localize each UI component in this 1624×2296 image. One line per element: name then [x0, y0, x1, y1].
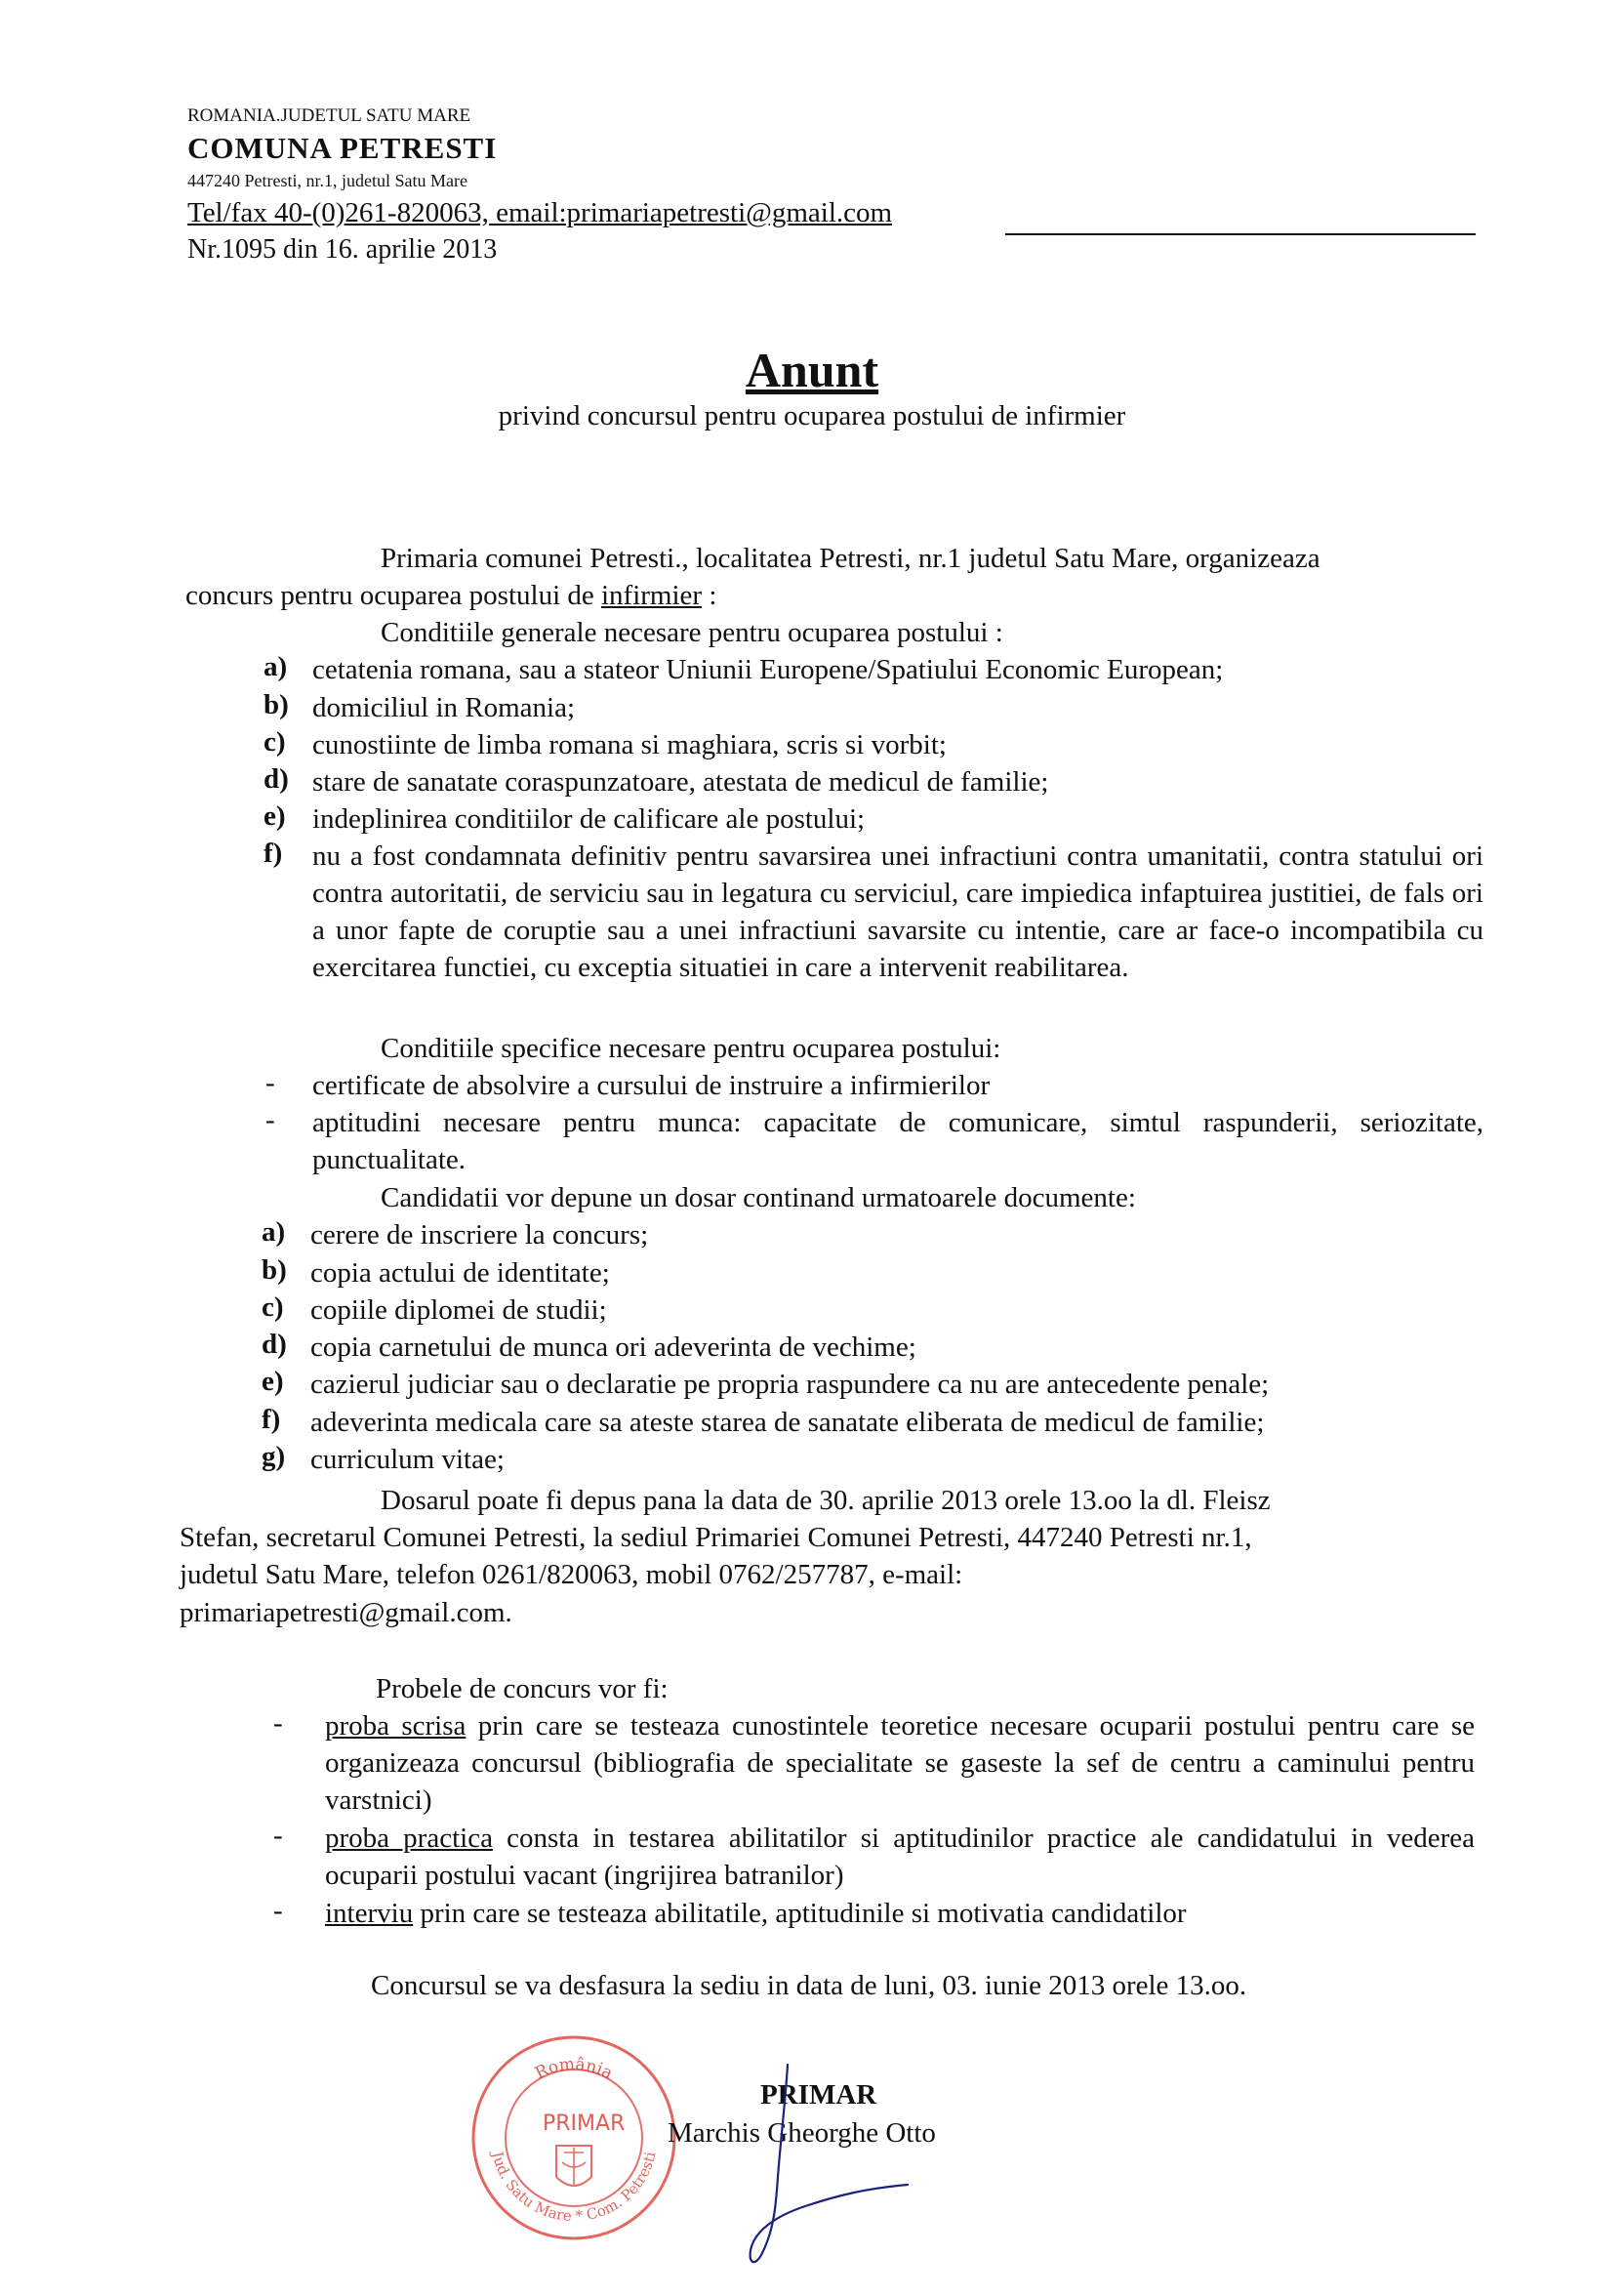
dossier-item-label: d) — [262, 1329, 287, 1360]
dossier-item-label: a) — [262, 1216, 286, 1248]
general-heading: Conditiile generale necesare pentru ocuparea postului : — [381, 617, 1003, 648]
svg-text:România — [532, 2055, 616, 2084]
intro-end: : — [702, 580, 717, 611]
exam-description: prin care se testeaza abilitatile, aptitudinile si motivatia candidatilor — [413, 1898, 1187, 1929]
specific-condition-label: - — [265, 1104, 275, 1135]
header-telfax: Tel/fax 40-(0)261-820063, email:primariapetresti@gmail.com — [187, 197, 893, 228]
specific-heading: Conditiile specifice necesare pentru ocuparea postului: — [381, 1033, 1001, 1064]
dossier-item-label: c) — [262, 1292, 284, 1323]
dossier-item-item: copia carnetului de munca ori adeverinta de vechime; — [310, 1332, 916, 1363]
exam-description: consta in testarea abilitatilor si aptitudinilor practice ale candidatului in vederea ocuparii postului vacant (ingrijirea batranilor) — [325, 1823, 1475, 1891]
general-condition-label: b) — [264, 689, 289, 720]
dossier-item-label: e) — [262, 1366, 284, 1397]
intro-text: concurs pentru ocuparea postului de — [185, 580, 601, 611]
official-stamp — [467, 2030, 681, 2245]
stamp-top-text: România — [532, 2054, 616, 2084]
deposit-line-4: primariapetresti@gmail.com. — [180, 1597, 512, 1628]
stamp-center-text: PRIMAR — [543, 2112, 626, 2136]
specific-condition-label: - — [265, 1067, 275, 1098]
closing-text: Concursul se va desfasura la sediu in data de luni, 03. iunie 2013 orele 13.oo. — [371, 1970, 1247, 2001]
intro-line-2 — [185, 577, 716, 614]
general-condition-item: domiciliul in Romania; — [312, 692, 576, 723]
dossier-heading: Candidatii vor depune un dosar continand urmatoarele documente: — [381, 1182, 1136, 1213]
dossier-item-label: b) — [262, 1254, 287, 1286]
general-condition-item: stare de sanatate coraspunzatoare, atestata de medicul de familie; — [312, 766, 1049, 798]
signatory-name: Marchis Gheorghe Otto — [668, 2117, 936, 2149]
exam-name: proba scrisa — [325, 1710, 467, 1742]
specific-condition-item: certificate de absolvire a cursului de instruire a infirmierilor — [312, 1070, 991, 1101]
dossier-item-item: copiile diplomei de studii; — [310, 1294, 607, 1326]
deposit-line-3: judetul Satu Mare, telefon 0261/820063, mobil 0762/257787, e-mail: — [180, 1559, 963, 1590]
general-condition-item: cetatenia romana, sau a stateor Uniunii Europene/Spatiului Economic European; — [312, 654, 1224, 685]
deposit-line-1: Dosarul poate fi depus pana la data de 30. aprilie 2013 orele 13.oo la dl. Fleisz — [381, 1485, 1271, 1516]
header-commune: COMUNA PETRESTI — [187, 131, 498, 165]
general-condition-label: c) — [264, 726, 286, 758]
dossier-item-item: cerere de inscriere la concurs; — [310, 1219, 649, 1250]
handwritten-signature — [737, 2060, 922, 2275]
exam-item-item — [325, 1820, 1475, 1894]
header-rule — [1005, 233, 1476, 235]
exam-item-label: - — [273, 1820, 283, 1851]
post-name: infirmier — [601, 580, 703, 611]
signatory-role: PRIMAR — [760, 2079, 877, 2111]
general-condition-label: e) — [264, 800, 286, 832]
dossier-item-label: f) — [262, 1404, 281, 1435]
exams-heading: Probele de concurs vor fi: — [376, 1673, 669, 1704]
dossier-item-item: adeverinta medicala care sa ateste starea de sanatate eliberata de medicul de familie; — [310, 1407, 1265, 1438]
general-condition-label: d) — [264, 763, 289, 795]
exam-item-label: - — [273, 1895, 283, 1926]
general-condition-label: a) — [264, 651, 288, 682]
general-condition-item: indeplinirea conditiilor de calificare ale postului; — [312, 803, 866, 835]
header-address: 447240 Petresti, nr.1, judetul Satu Mare — [187, 171, 467, 190]
intro-line-1: Primaria comunei Petresti., localitatea Petresti, nr.1 judetul Satu Mare, organizeaza — [381, 543, 1320, 574]
stamp-bottom-text: Jud. Satu Mare * Com. Petresti — [488, 2150, 660, 2226]
general-condition-item: cunostiinte de limba romana si maghiara, scris si vorbit; — [312, 729, 947, 760]
exam-name: interviu — [325, 1898, 414, 1929]
general-condition-item: nu a fost condamnata definitiv pentru savarsirea unei infractiuni contra umanitatii, contra statului ori contra autoritatii, de serviciu sau in legatura cu serviciul, care impiedica infaptuirea justitiei, de fals ori a unor fapte de coruptie sau a unei infractiuni savarsite cu intentie, care ar face-o incompatibila cu exercitarea functiei, cu exceptia situatiei in care a intervenit reabilitarea. — [312, 840, 1483, 983]
exam-description: prin care se testeaza cunostintele teoretice necesare ocuparii postului pentru care se organizeaza concursul (bibliografia de specialitate se gaseste la sef de centru a caminului pentru varstnici) — [325, 1710, 1475, 1816]
dossier-item-label: g) — [262, 1441, 286, 1472]
exam-name: proba practica — [325, 1823, 493, 1854]
dossier-item-item: copia actului de identitate; — [310, 1257, 610, 1289]
page-title: Anunt — [745, 343, 879, 397]
header-registration-number: Nr.1095 din 16. aprilie 2013 — [187, 234, 498, 265]
dossier-item-item: curriculum vitae; — [310, 1444, 505, 1475]
exam-item-item — [325, 1707, 1475, 1819]
page-subtitle: privind concursul pentru ocuparea postului de infirmier — [498, 400, 1126, 431]
deposit-line-2: Stefan, secretarul Comunei Petresti, la sediul Primariei Comunei Petresti, 447240 Petresti nr.1, — [180, 1522, 1252, 1553]
dossier-item-item: cazierul judiciar sau o declaratie pe propria raspundere ca nu are antecedente penale; — [310, 1369, 1270, 1400]
exam-item-item — [325, 1895, 1187, 1932]
general-condition-label: f) — [264, 838, 283, 869]
stamp-coat-of-arms-icon — [556, 2146, 591, 2186]
exam-item-label: - — [273, 1707, 283, 1739]
header-country: ROMANIA.JUDETUL SATU MARE — [187, 105, 471, 126]
specific-condition-item: aptitudini necesare pentru munca: capacitate de comunicare, simtul raspunderii, seriozitate, punctualitate. — [312, 1107, 1483, 1175]
